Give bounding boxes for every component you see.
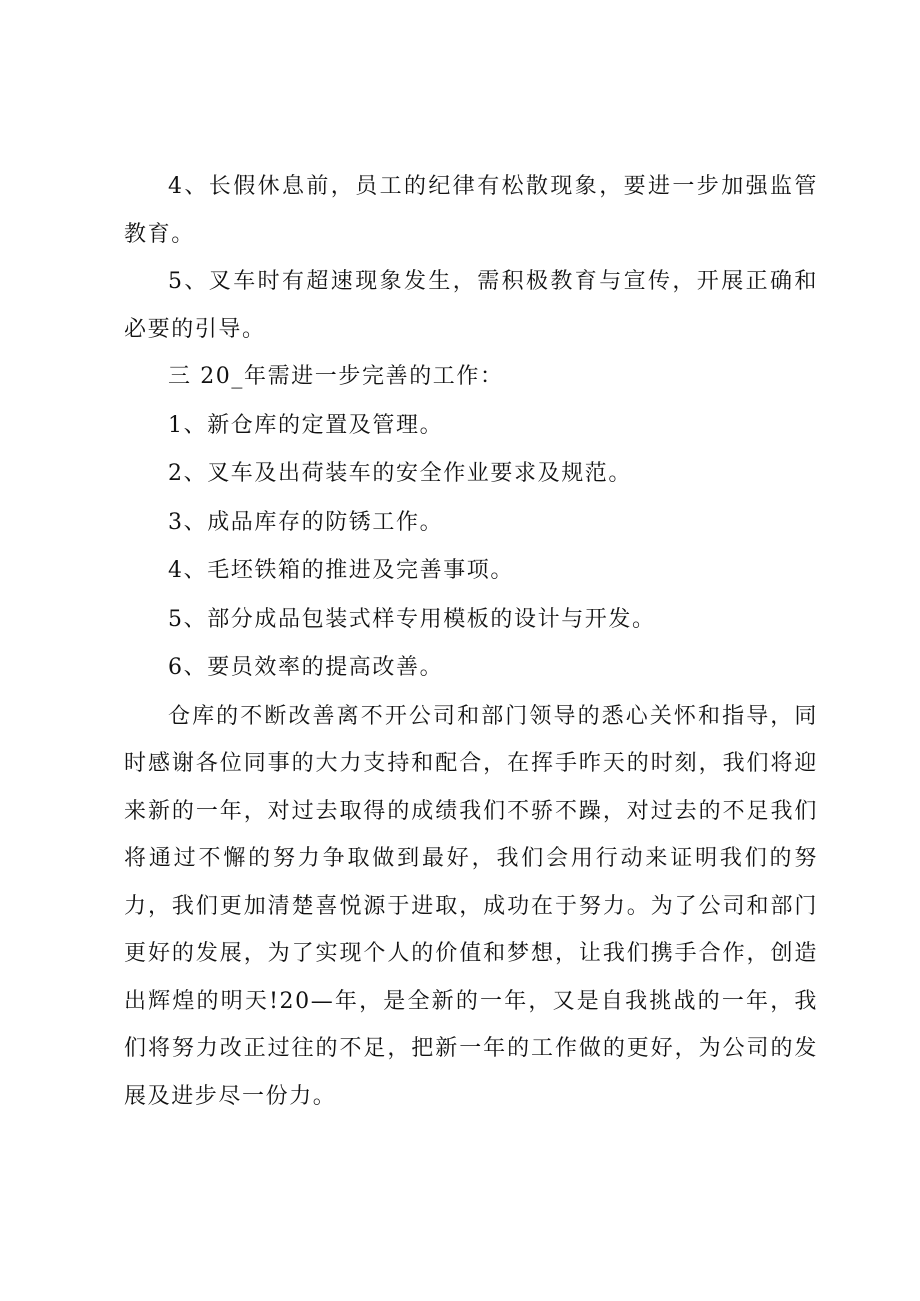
- document-body: [124, 163, 818, 1120]
- paragraph-item-5-forklift-speeding: 5、叉车时有超速现象发生，需积极教育与宣传，开展正确和必要的引导。: [124, 269, 818, 342]
- improvement-item-2: 2、叉车及出荷装车的安全作业要求及规范。: [168, 461, 632, 486]
- improvement-item-4: 4、毛坯铁箱的推进及完善事项。: [168, 558, 514, 583]
- paragraph-item-4-discipline: 4、长假休息前，员工的纪律有松散现象，要进一步加强监管教育。: [124, 174, 818, 247]
- closing-paragraph: 仓库的不断改善离不开公司和部门领导的悉心关怀和指导，同时感谢各位同事的大力支持和配合，在挥手昨天的时刻，我们将迎来新的一年，对过去取得的成绩我们不骄不躁，对过去的不足我们将通过不懈的努力争取做到最好，我们会用行动来证明我们的努力，我们更加清楚喜悦源于进取，成功在于努力。为了公司和部门更好的发展，为了实现个人的价值和梦想，让我们携手合作，创造出辉煌的明天!20—年，是全新的一年，又是自我挑战的一年，我们将努力改正过往的不足，把新一年的工作做的更好，为公司的发展及进步尽一份力。: [124, 703, 818, 1109]
- improvement-item-1: 1、新仓库的定置及管理。: [168, 412, 444, 438]
- improvement-item-3: 3、成品库存的防锈工作。: [168, 509, 444, 535]
- improvement-item-5: 5、部分成品包装式样专用模板的设计与开发。: [168, 606, 656, 632]
- section-heading-improvements: 三 20_年需进一步完善的工作：: [168, 364, 504, 389]
- improvement-item-6: 6、要员效率的提高改善。: [168, 655, 444, 680]
